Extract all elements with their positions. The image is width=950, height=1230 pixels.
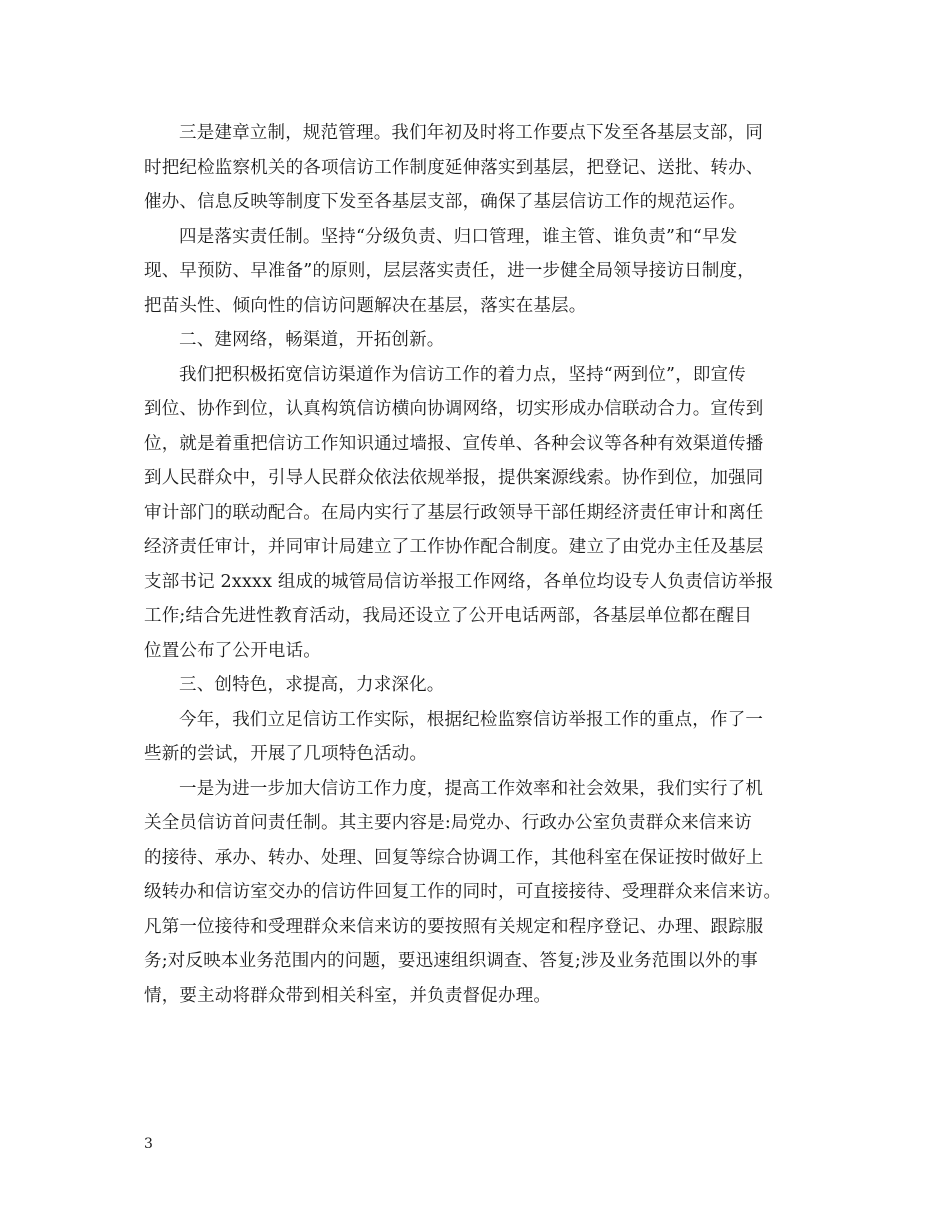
text-line: 催办、信息反映等制度下发至各基层支部，确保了基层信访工作的规范运作。 [144, 192, 746, 212]
text-line: 级转办和信访室交办的信访件回复工作的同时，可直接接待、受理群众来信来访。 [144, 882, 782, 902]
text-line: 位置公布了公开电话。 [144, 640, 321, 661]
text-line: 三、创特色，求提高，力求深化。 [179, 675, 445, 695]
document-body [144, 116, 814, 1013]
text-line: 到人民群众中，引导人民群众依法依规举报，提供案源线索。协作到位，加强同 [144, 468, 764, 488]
text-line: 今年，我们立足信访工作实际，根据纪检监察信访举报工作的重点，作了一 [179, 709, 764, 730]
text-line: 时把纪检监察机关的各项信访工作制度延伸落实到基层，把登记、送批、转办、 [144, 157, 764, 178]
text-line: 些新的尝试，开展了几项特色活动。 [144, 744, 428, 764]
text-line: 关全员信访首问责任制。其主要内容是:局党办、行政办公室负责群众来信来访 [144, 813, 752, 833]
text-line: 到位、协作到位，认真构筑信访横向协调网络，切实形成办信联动合力。宣传到 [144, 399, 764, 419]
text-line: 一是为进一步加大信访工作力度，提高工作效率和社会效果，我们实行了机 [179, 778, 764, 799]
text-line: 情，要主动将群众带到相关科室，并负责督促办理。 [144, 985, 552, 1006]
text-line: 审计部门的联动配合。在局内实行了基层行政领导干部任期经济责任审计和离任 [144, 502, 764, 523]
text-line: 现、早预防、早准备”的原则，层层落实责任，进一步健全局领导接访日制度， [144, 261, 755, 281]
text-line: 务;对反映本业务范围内的问题，要迅速组织调查、答复;涉及业务范围以外的事 [144, 951, 758, 971]
text-line: 二、建网络，畅渠道，开拓创新。 [179, 330, 445, 350]
text-line: 三是建章立制，规范管理。我们年初及时将工作要点下发至各基层支部，同 [179, 123, 764, 143]
text-line: 工作;结合先进性教育活动，我局还设立了公开电话两部，各基层单位都在醒目 [144, 606, 752, 626]
text-line: 四是落实责任制。坚持“分级负责、归口管理，谁主管、谁负责”和“早发 [179, 226, 738, 247]
text-line: 我们把积极拓宽信访渠道作为信访工作的着力点，坚持“两到位”，即宣传 [179, 364, 746, 385]
text-line: 支部书记 2xxxx 组成的城管局信访举报工作网络，各单位均设专人负责信访举报 [144, 571, 774, 592]
text-line: 位，就是着重把信访工作知识通过墙报、宣传单、各种会议等各种有效渠道传播 [144, 433, 764, 454]
text-line: 把苗头性、倾向性的信访问题解决在基层，落实在基层。 [144, 295, 587, 316]
text-line: 经济责任审计，并同审计局建立了工作协作配合制度。建立了由党办主任及基层 [144, 537, 764, 557]
text-line: 凡第一位接待和受理群众来信来访的要按照有关规定和程序登记、办理、跟踪服 [144, 916, 764, 937]
text-line: 的接待、承办、转办、处理、回复等综合协调工作，其他科室在保证按时做好上 [144, 847, 764, 868]
page-number: 3 [144, 1136, 153, 1152]
